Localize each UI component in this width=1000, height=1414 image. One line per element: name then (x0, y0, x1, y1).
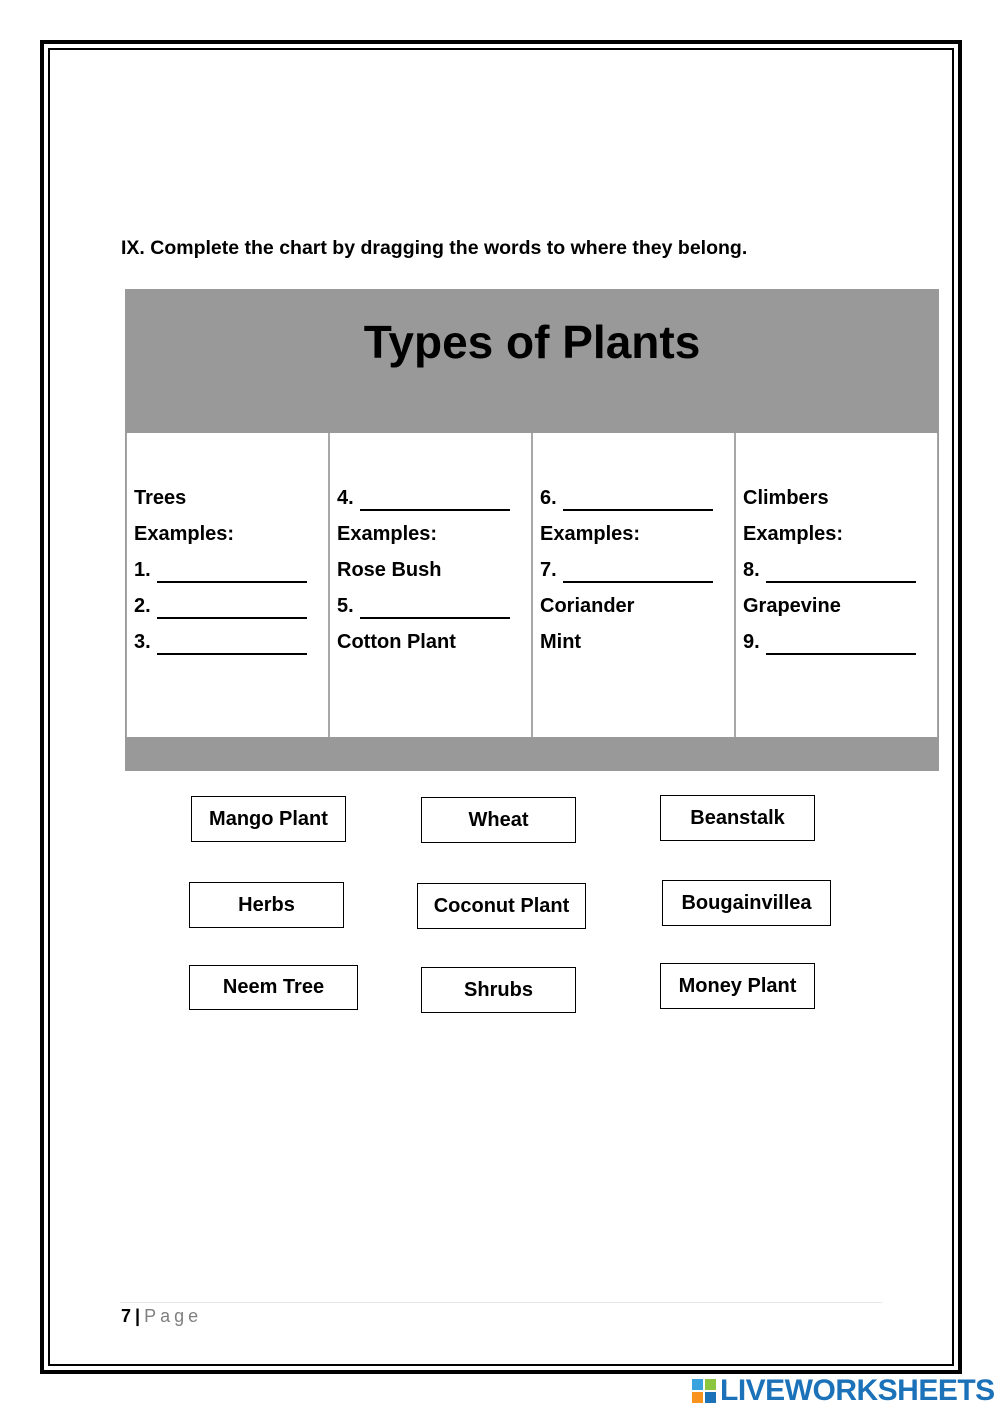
chart-line-label: Examples: (134, 523, 235, 545)
word-tile[interactable]: Bougainvillea (662, 880, 831, 926)
chart-line-label: 5. (337, 595, 354, 617)
word-tile[interactable]: Beanstalk (660, 795, 815, 841)
chart-column-1 (126, 433, 330, 737)
fill-in-line (134, 624, 328, 660)
chart-line-label: 8. (743, 559, 760, 581)
page-number: 7 (121, 1306, 132, 1326)
chart-line-label: Examples: (540, 523, 641, 545)
chart-text-line (743, 480, 937, 516)
answer-drop-zone[interactable] (157, 633, 307, 655)
chart-line-label: Coriander (540, 595, 635, 617)
word-tile[interactable]: Neem Tree (189, 965, 358, 1010)
chart-text-line (540, 624, 734, 660)
fill-in-line (743, 624, 937, 660)
footer-rule (120, 1302, 882, 1303)
chart-text-line (134, 480, 328, 516)
chart-line-label: Examples: (337, 523, 438, 545)
chart-text-line (337, 624, 531, 660)
chart-text-line (337, 552, 531, 588)
chart-line-label: Grapevine (743, 595, 841, 617)
word-tile[interactable]: Shrubs (421, 967, 576, 1013)
word-tile[interactable]: Mango Plant (191, 796, 346, 842)
answer-drop-zone[interactable] (157, 561, 307, 583)
chart-text-line (337, 516, 531, 552)
chart-text-line (540, 516, 734, 552)
chart-columns (126, 433, 938, 737)
chart-text-line (743, 588, 937, 624)
fill-in-line (540, 480, 734, 516)
answer-drop-zone[interactable] (563, 489, 713, 511)
word-tile[interactable]: Money Plant (660, 963, 815, 1009)
chart-column-2 (330, 433, 533, 737)
chart-line-label: 1. (134, 559, 151, 581)
fill-in-line (337, 480, 531, 516)
chart-column-3 (533, 433, 736, 737)
word-tile[interactable]: Wheat (421, 797, 576, 843)
chart-line-label: Examples: (743, 523, 844, 545)
answer-drop-zone[interactable] (563, 561, 713, 583)
fill-in-line (743, 552, 937, 588)
chart-text-line (540, 588, 734, 624)
chart-line-label: Mint (540, 631, 582, 653)
word-tile[interactable]: Herbs (189, 882, 344, 928)
instruction-text: IX. Complete the chart by dragging the words to where they belong. (121, 237, 748, 259)
answer-drop-zone[interactable] (766, 561, 916, 583)
chart-line-label: 6. (540, 487, 557, 509)
chart-column-4 (736, 433, 938, 737)
chart-line-label: 2. (134, 595, 151, 617)
chart-line-label: 4. (337, 487, 354, 509)
answer-drop-zone[interactable] (157, 597, 307, 619)
chart-line-label: Rose Bush (337, 559, 442, 581)
fill-in-line (337, 588, 531, 624)
fill-in-line (134, 588, 328, 624)
answer-drop-zone[interactable] (766, 633, 916, 655)
brand-text: LIVEWORKSHEETS (720, 1374, 995, 1407)
chart-text-line (743, 516, 937, 552)
chart-line-label: 7. (540, 559, 557, 581)
chart-text-line (134, 516, 328, 552)
chart-line-label: 9. (743, 631, 760, 653)
types-of-plants-chart (125, 289, 939, 771)
page-label: Page (144, 1306, 203, 1326)
fill-in-line (540, 552, 734, 588)
chart-line-label: Trees (134, 487, 187, 509)
chart-line-label: 3. (134, 631, 151, 653)
footer-separator: | (135, 1306, 141, 1326)
chart-line-label: Cotton Plant (337, 631, 456, 653)
chart-title: Types of Plants (363, 316, 701, 368)
fill-in-line (134, 552, 328, 588)
brand-logo (692, 1374, 995, 1408)
chart-line-label: Climbers (743, 487, 829, 509)
answer-drop-zone[interactable] (360, 597, 510, 619)
answer-drop-zone[interactable] (360, 489, 510, 511)
page-footer (121, 1306, 202, 1327)
liveworksheets-icon (692, 1379, 716, 1403)
word-tile[interactable]: Coconut Plant (417, 883, 586, 929)
